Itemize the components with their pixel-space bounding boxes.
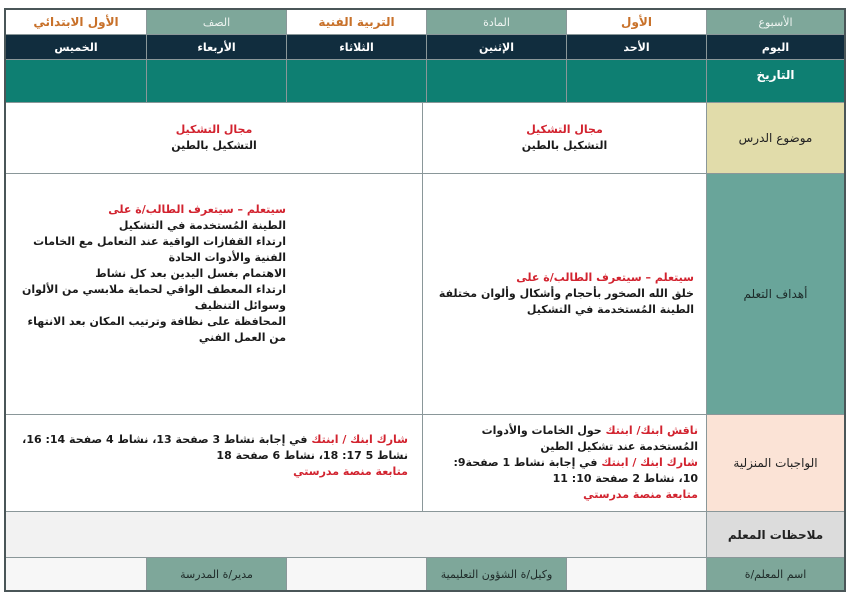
teacher-notes-label: ملاحظات المعلم [706,512,844,558]
week-label: الأسبوع [706,10,844,35]
objectives-row [6,174,844,415]
share-text: في إجابة نشاط 1 صفحة9: 10، نشاط 2 صفحة 10: 11 [453,456,698,485]
date-tuesday[interactable] [286,60,426,103]
principal-field[interactable] [6,558,146,590]
lesson-title: التشكيل بالطين [171,139,257,152]
lesson-topic-left[interactable] [6,103,422,174]
class-label: الصف [146,10,286,35]
share-prefix: شارك ابنك / ابنتك [601,456,698,470]
date-monday[interactable] [426,60,566,103]
objective-item: خلق الله الصخور بأحجام وأشكال وألوان مختلفة [438,287,694,301]
objective-item: الطينة المُستخدمة في التشكيل [118,219,286,233]
header-row [6,10,844,35]
follow-platform: متابعة منصة مدرستي [293,464,408,478]
day-sunday: الأحد [566,35,706,60]
discuss-text: حول الخامات والأدوات المُستخدمة عند تشكيل الطين [481,424,698,454]
date-wednesday[interactable] [146,60,286,103]
week-value[interactable]: الأول [566,10,706,35]
day-monday: الإثنين [426,35,566,60]
objectives-heading: سيتعلم – سيتعرف الطالب/ة على [516,271,694,285]
subject-label: المادة [426,10,566,35]
objective-item: ارتداء القفازات الواقية عند التعامل مع الخامات الفنية والأدوات الحادة [33,235,286,265]
lesson-domain: مجال التشكيل [526,123,603,137]
objectives-left[interactable] [6,174,422,415]
discuss-prefix: ناقش ابنك/ ابنتك [605,424,698,438]
lesson-topic-label: موضوع الدرس [706,103,844,174]
objective-item: الطينة المُستخدمة في التشكيل [526,302,694,316]
date-label: التاريخ [706,60,844,103]
lesson-topic-right[interactable] [422,103,706,174]
objectives-heading: سيتعلم – سيتعرف الطالب/ة على [108,203,286,217]
class-value[interactable]: الأول الابتدائي [6,10,146,35]
homework-label: الواجبات المنزلية [706,415,844,512]
days-row [6,35,844,60]
day-label: اليوم [706,35,844,60]
teacher-notes-field[interactable] [6,512,706,558]
date-row [6,60,844,103]
day-thursday: الخميس [6,35,146,60]
share-text: في إجابة نشاط 3 صفحة 13، نشاط 4 صفحة 14: 16، نشاط 5 17: 18، نشاط 6 صفحة 18 [22,433,408,463]
day-wednesday: الأربعاء [146,35,286,60]
objective-item: الاهتمام بغسل اليدين بعد كل نشاط [95,267,286,281]
objectives-label: أهداف التعلم [706,174,844,415]
date-thursday[interactable] [6,60,146,103]
objective-item: ارتداء المعطف الواقي لحماية ملابسي من الألوان وسوائل التنظيف [22,282,286,312]
lesson-title: التشكيل بالطين [521,139,608,152]
homework-right[interactable] [422,415,706,512]
share-prefix: شارك ابنك / ابنتك [311,433,408,447]
follow-platform: متابعة منصة مدرستي [583,487,698,501]
weekly-lesson-plan-table [4,8,846,592]
teacher-name-field[interactable] [566,558,706,590]
teacher-notes-row [6,512,844,558]
homework-left[interactable] [6,415,422,512]
objective-item: المحافظة على نظافة وترتيب المكان بعد الانتهاء من العمل الفني [27,314,286,344]
subject-value[interactable]: التربية الفنية [286,10,426,35]
deputy-field[interactable] [286,558,426,590]
deputy-label: وكيل/ة الشؤون التعليمية [426,558,566,590]
date-sunday[interactable] [566,60,706,103]
teacher-name-label: اسم المعلم/ة [706,558,844,590]
day-tuesday: الثلاثاء [286,35,426,60]
objectives-right[interactable] [422,174,706,415]
principal-label: مدير/ة المدرسة [146,558,286,590]
homework-row [6,415,844,512]
signatures-row [6,558,844,590]
lesson-topic-row [6,103,844,174]
lesson-domain: مجال التشكيل [175,123,253,137]
